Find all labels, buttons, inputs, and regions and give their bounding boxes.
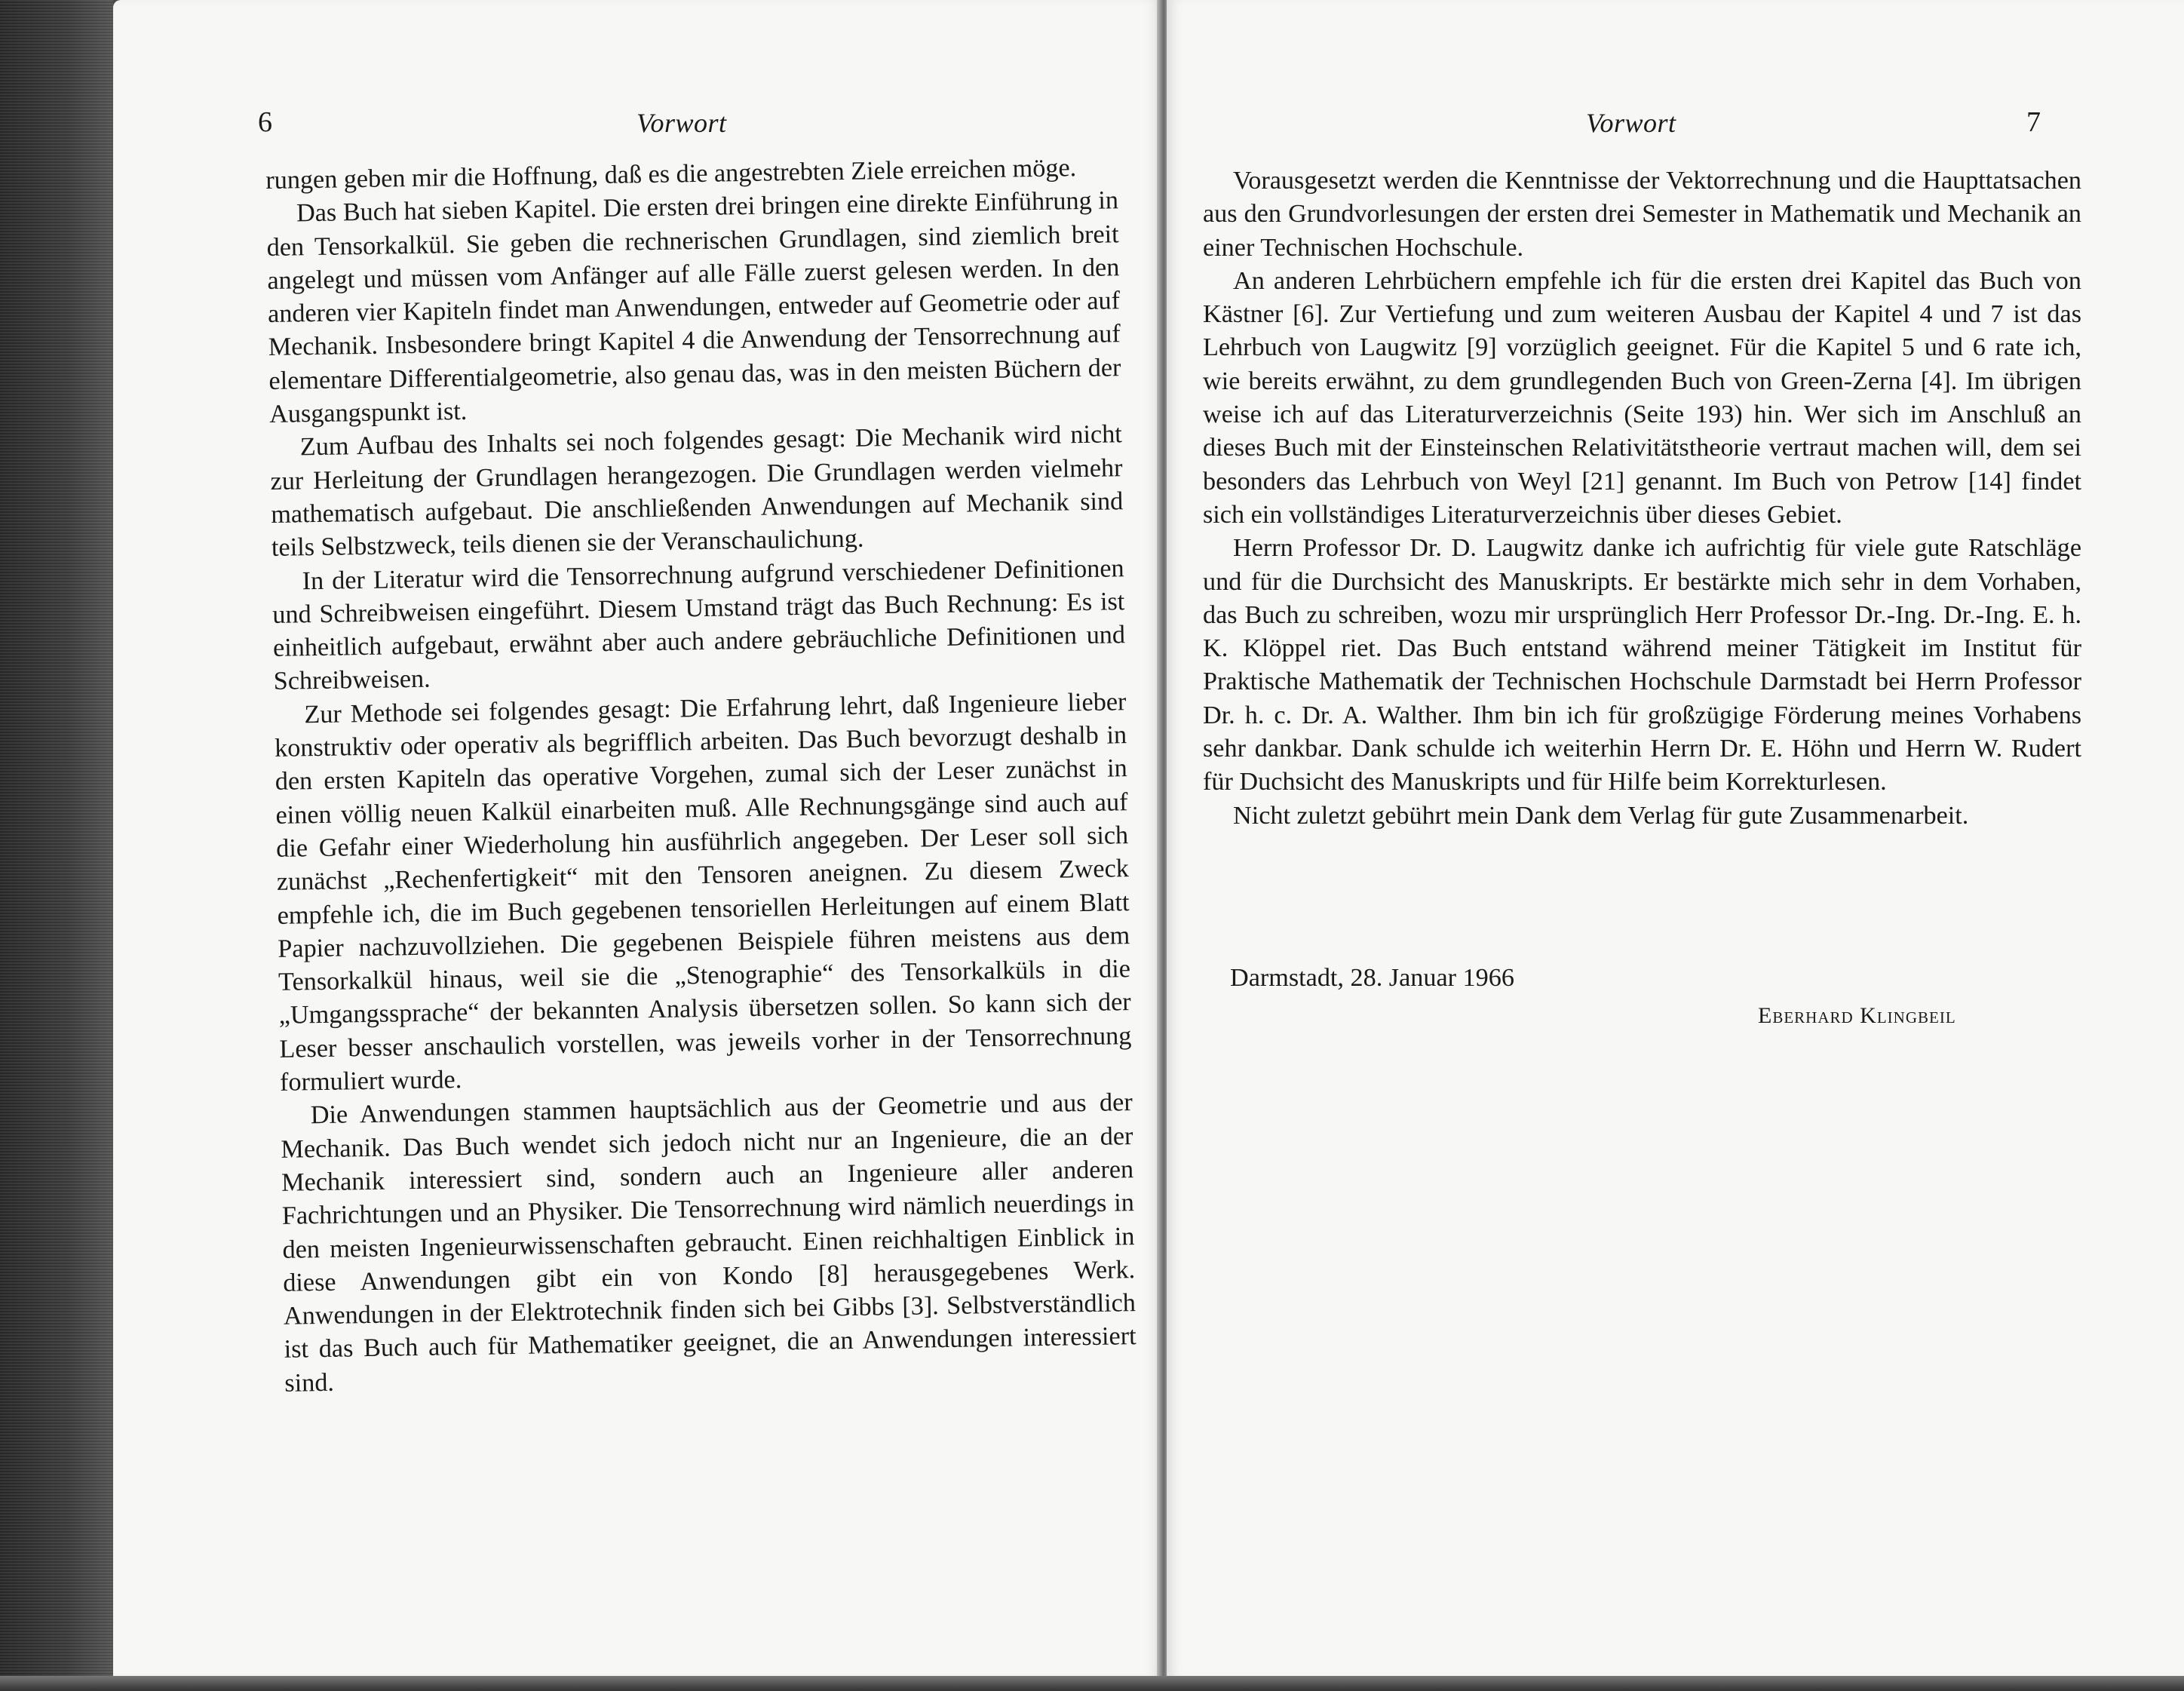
paragraph: rungen geben mir die Hoffnung, daß es die angestrebten Ziele erreichen möge. — [265, 154, 1077, 195]
paragraph: Herrn Professor Dr. D. Laugwitz danke ich aufrichtig für viele gute Ratschläge und für die Durchsicht des Manuskripts. Er bestärkte mich sehr in dem Vorhaben, das Buch zu schreiben, wozu mir ursprünglich Herr Professor Dr.-Ing. Dr.-Ing. E. h. K. Klöppel riet. Das Buch entstand während meiner Tätigkeit im Institut für Praktische Mathematik der Technischen Hochschule Darmstadt bei Herrn Professor Dr. h. c. Dr. A. Walther. Ihm bin ich für großzügige Förderung meines Vorhabens sehr dankbar. Dank schulde ich weiterhin Herrn Dr. E. Höhn und Herrn W. Rudert für Duchsicht des Manuskripts und für Hilfe beim Korrekturlesen. — [1203, 534, 2081, 796]
paragraph: An anderen Lehrbüchern empfehle ich für die ersten drei Kapitel das Buch von Kästner [6]. Zur Vertiefung und zum weiteren Ausbau der Kapitel 4 und 7 ist das Lehrbuch von Laugwitz [9] vorzüglich geeignet. Für die Kapitel 5 und 6 rate ich, wie bereits erwähnt, zu dem grundlegenden Buch von Green-Zerna [4]. Im übrigen weise ich auf das Literaturverzeichnis (Seite 193) hin. Wer sich im Anschluß an dieses Buch mit der Einsteinschen Relativitätstheorie vertraut machen will, dem sei besonders das Lehrbuch von Weyl [21] genannt. Im Buch von Petrow [14] findet sich ein vollständiges Literaturverzeichnis über dieses Gebiet. — [1203, 266, 2081, 529]
signature: Eberhard Klingbeil — [1758, 1003, 1956, 1028]
paragraph: Nicht zuletzt gebührt mein Dank dem Verlag für gute Zusammenarbeit. — [1233, 801, 1969, 830]
paragraph: Das Buch hat sieben Kapitel. Die ersten drei bringen eine direkte Einführung in den Tensorkalkül. Sie geben die rechnerischen Grundlagen, sind ziemlich breit angelegt und müssen vom Anfänger auf alle Fälle zuerst gelesen werden. In den anderen vier Kapiteln findet man Anwendungen, entweder auf Geometrie oder auf Mechanik. Insbesondere bringt Kapitel 4 die Anwendung der Tensorrechnung auf elementare Differentialgeometrie, also genau das, was in den meisten Büchern der Ausgangspunkt ist. — [266, 186, 1121, 429]
paragraph: Zum Aufbau des Inhalts sei noch folgendes gesagt: Die Mechanik wird nicht zur Herleitung der Grundlagen herangezogen. Die Grundlagen werden vielmehr mathematisch aufgebaut. Die anschließenden Anwendungen auf Mechanik sind teils Selbstzweck, teils dienen sie der Veranschaulichung. — [270, 420, 1124, 563]
book-edge — [0, 0, 113, 1691]
place-date: Darmstadt, 28. Januar 1966 — [1230, 964, 1514, 992]
running-head: Vorwort — [636, 108, 727, 138]
left-page — [113, 0, 1161, 1677]
body-text — [265, 151, 1137, 1401]
paragraph: Vorausgesetzt werden die Kenntnisse der Vektorrechnung und die Haupttatsachen aus den Grundvorlesungen der ersten drei Semester in Mathematik und Mechanik an einer Technischen Hochschule. — [1203, 167, 2081, 262]
book-bottom-edge — [0, 1676, 2184, 1691]
running-head: Vorwort — [1586, 108, 1676, 138]
paragraph: Die Anwendungen stammen hauptsächlich aus der Geometrie und aus der Mechanik. Das Buch wendet sich jedoch nicht nur an Ingenieure, die an der Mechanik interessiert sind, sondern auch an Ingenieure aller anderen Fachrichtungen und an Physiker. Die Tensorrechnung wird nämlich neuerdings in den meisten Ingenieurwissenschaften gebraucht. Einen reichhaltigen Einblick in diese Anwendungen gibt ein von Kondo [8] herausgegebenes Werk. Anwendungen in der Elektrotechnik finden sich bei Gibbs [3]. Selbstverständlich ist das Buch auch für Mathematiker geeignet, die an Anwendungen interessiert sind. — [281, 1088, 1136, 1398]
body-text — [1203, 164, 2081, 833]
paragraph: In der Literatur wird die Tensorrechnung aufgrund verschiedener Definitionen und Schreibweisen eingeführt. Diesem Umstand trägt das Buch Rechnung: Es ist einheitlich aufgebaut, erwähnt aber auch andere gebräuchliche Definitionen und Schreibweisen. — [272, 554, 1126, 696]
page-number: 7 — [2026, 106, 2041, 138]
paragraph: Zur Methode sei folgendes gesagt: Die Erfahrung lehrt, daß Ingenieure lieber konstruktiv oder operativ als begrifflich arbeiten. Das Buch bevorzugt deshalb in den ersten Kapiteln das operative Vorgehen, zumal sich der Leser zunächst in einen völlig neuen Kalkül einarbeiten muß. Alle Rechnungsgänge sind auch auf die Gefahr einer Wiederholung hin ausführlich angegeben. Der Leser soll sich zunächst „Rechenfertigkeit“ mit den Tensoren aneignen. Zu diesem Zweck empfehle ich, die im Buch gegebenen tensoriellen Herleitungen auf einem Blatt Papier nachzuvollziehen. Die gegebenen Beispiele führen meistens aus dem Tensorkalkül hinaus, weil sie die „Stenographie“ des Tensorkalküls in die „Umgangssprache“ der bekannten Analysis übersetzen sollen. So kann sich der Leser besser anschaulich vorstellen, was jeweils vorher in der Tensorrechnung formuliert wurde. — [274, 687, 1132, 1097]
right-page — [1167, 0, 2184, 1677]
page-number: 6 — [258, 106, 272, 138]
